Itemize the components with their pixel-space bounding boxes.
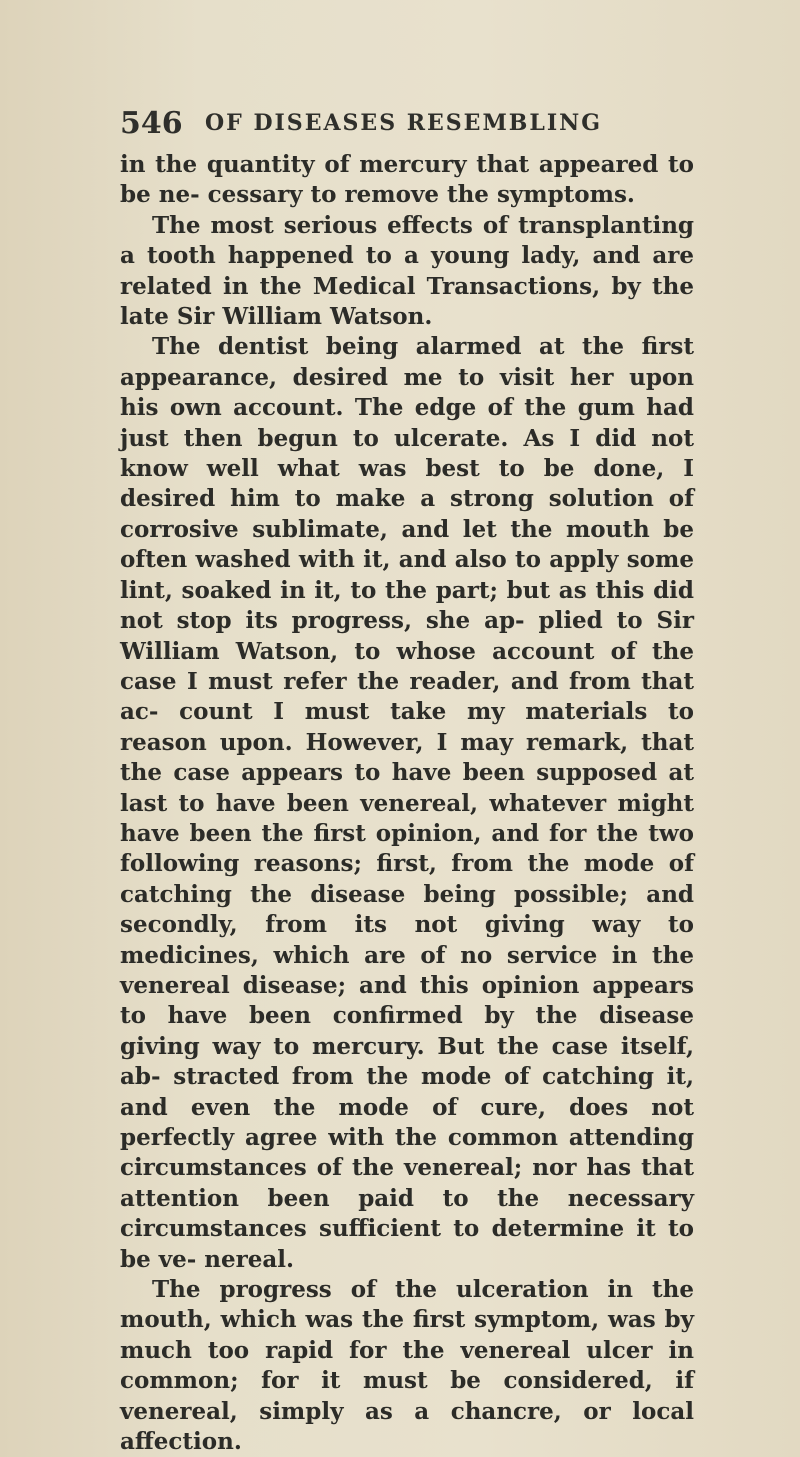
running-title: OF DISEASES RESEMBLING bbox=[205, 110, 603, 136]
paragraph-continuation: in the quantity of mercury that appeared to be ne- cessary to remove the symptoms. bbox=[120, 151, 694, 209]
paragraph-dentist: The dentist being alarmed at the first appearance, desired me to visit her upon his own account. The edge of the gum had just then begun to ulcerate. As I did not know well what was best to be done, I desired him to make a strong solution of corrosive sublimate, and let the mouth be often washed with it, and also to apply some lint, soaked in it, to the part; but as this did not stop its progress, she ap- plied to Sir William Watson, to whose account of the case I must refer the reader, and from that ac- count I must take my materials to reason upon. However, I may remark, that the case appears to have been supposed at last to have been venereal, whatever might have been the first opinion, and for the two following reasons; first, from the mode of catching the disease being possible; and secondly, from its not giving way to medicines, which are of no service in the venereal disease; and this opinion appears to have been confirmed by the disease giving way to mercury. But the case itself, ab- stracted from the mode of catching it, and even the mode of cure, does not perfectly agree with the common attending circumstances of the venereal; nor has that attention been paid to the necessary circumstances sufficient to determine it to be ve- nereal. bbox=[120, 333, 694, 1273]
running-head bbox=[120, 106, 720, 146]
paragraph-ulceration: The progress of the ulceration in the mouth, which was the first symptom, was by much too rapid for the venereal ulcer in common; for it must be considered, if venereal, simply as a chancre, or local affection. bbox=[120, 1276, 694, 1456]
body-text bbox=[120, 150, 694, 1457]
page-number: 546 bbox=[120, 106, 183, 141]
paragraph-transplant: The most serious effects of transplanting a tooth happened to a young lady, and are related in the Medical Transactions, by the late Sir William Watson. bbox=[120, 211, 694, 331]
